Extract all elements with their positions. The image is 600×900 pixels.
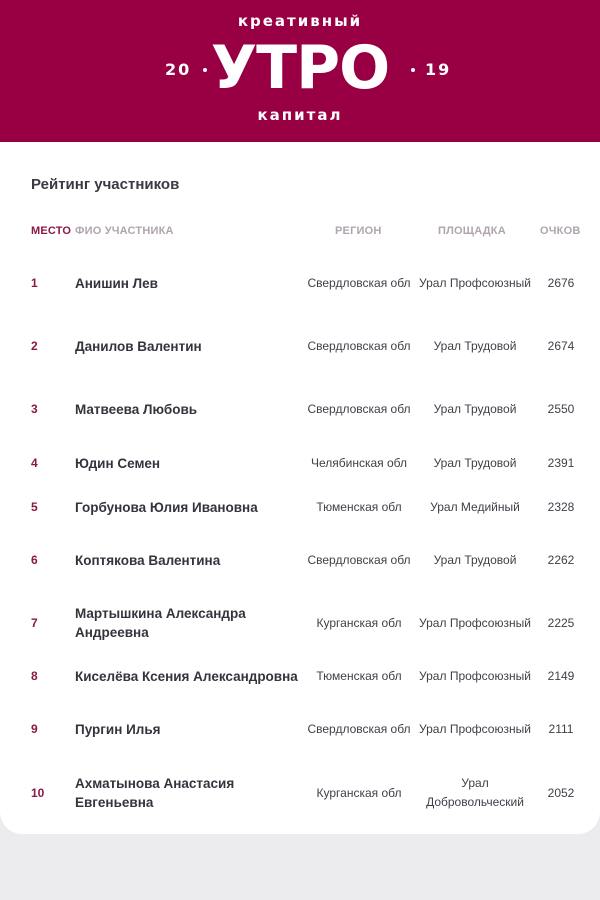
logo-top-text: креативный: [237, 12, 363, 30]
row-place: 1: [31, 276, 38, 290]
row-name: Киселёва Ксения Александровна: [75, 668, 298, 684]
row-points: 2550: [547, 402, 575, 416]
row-region: Тюменская обл: [316, 668, 402, 683]
row-place: 2: [31, 339, 38, 353]
row-place: 3: [31, 402, 38, 416]
row-points: 2052: [547, 786, 575, 800]
row-points: 2262: [547, 553, 575, 567]
row-place: 4: [31, 456, 38, 470]
header-banner: [0, 0, 600, 142]
table-row: [0, 601, 600, 645]
row-venue: Урал Профсоюзный: [419, 275, 531, 290]
table-row: [0, 493, 600, 521]
logo-year-right: 19: [425, 60, 452, 79]
table-row: [0, 771, 600, 815]
row-venue: Урал Профсоюзный: [419, 721, 531, 736]
page-title: Рейтинг участников: [31, 176, 180, 193]
table-row: [0, 324, 600, 368]
logo-year-left: 20: [165, 60, 192, 79]
table-row: [0, 261, 600, 305]
row-venue: Урал Профсоюзный: [419, 668, 531, 683]
row-name: Пургин Илья: [75, 721, 161, 737]
row-venue: Урал Трудовой: [433, 552, 517, 567]
column-header-place: МЕСТО: [31, 225, 72, 237]
ranking-card: [0, 142, 600, 834]
column-header-points: ОЧКОВ: [540, 225, 581, 237]
logo-main-text: УТРО: [210, 33, 390, 103]
row-venue: Урал Добровольческий: [426, 776, 524, 809]
row-region: Челябинская обл: [310, 455, 407, 470]
row-region: Свердловская обл: [307, 275, 411, 290]
row-region: Тюменская обл: [316, 499, 402, 514]
row-points: 2674: [547, 339, 575, 353]
row-venue: Урал Трудовой: [433, 338, 517, 353]
row-place: 7: [31, 616, 38, 630]
row-place: 8: [31, 669, 38, 683]
row-points: 2676: [547, 276, 575, 290]
row-name: Мартышкина Александра Андреевна: [75, 606, 246, 640]
row-region: Свердловская обл: [307, 552, 411, 567]
row-points: 2225: [547, 616, 575, 630]
row-name: Матвеева Любовь: [75, 401, 198, 417]
row-region: Свердловская обл: [307, 401, 411, 416]
table-row: [0, 707, 600, 751]
column-header-venue: ПЛОЩАДКА: [438, 225, 506, 237]
row-name: Ахматынова Анастасия Евгеньевна: [75, 776, 235, 810]
column-header-name: ФИО УЧАСТНИКА: [75, 225, 174, 237]
row-venue: Урал Трудовой: [433, 455, 517, 470]
row-region: Свердловская обл: [307, 721, 411, 736]
row-name: Юдин Семен: [75, 455, 161, 471]
row-place: 9: [31, 722, 38, 736]
row-place: 10: [31, 786, 45, 800]
row-name: Горбунова Юлия Ивановна: [75, 499, 258, 515]
row-points: 2328: [547, 500, 575, 514]
row-points: 2391: [547, 456, 575, 470]
row-venue: Урал Медийный: [430, 499, 520, 514]
row-place: 5: [31, 500, 38, 514]
table-row: [0, 538, 600, 582]
table-row: [0, 662, 600, 690]
row-region: Курганская обл: [316, 785, 402, 800]
row-name: Анишин Лев: [75, 275, 158, 291]
row-name: Коптякова Валентина: [75, 552, 221, 568]
column-header-region: РЕГИОН: [335, 225, 382, 237]
row-venue: Урал Трудовой: [433, 401, 517, 416]
row-place: 6: [31, 553, 38, 567]
row-name: Данилов Валентин: [75, 338, 202, 354]
row-region: Свердловская обл: [307, 338, 411, 353]
table-row: [0, 449, 600, 477]
logo-bottom-text: капитал: [257, 106, 343, 124]
row-points: 2149: [547, 669, 575, 683]
table-row: [0, 387, 600, 431]
row-points: 2111: [548, 722, 574, 736]
row-venue: Урал Профсоюзный: [419, 615, 531, 630]
row-region: Курганская обл: [316, 615, 402, 630]
logo-dot-right: [411, 68, 415, 72]
